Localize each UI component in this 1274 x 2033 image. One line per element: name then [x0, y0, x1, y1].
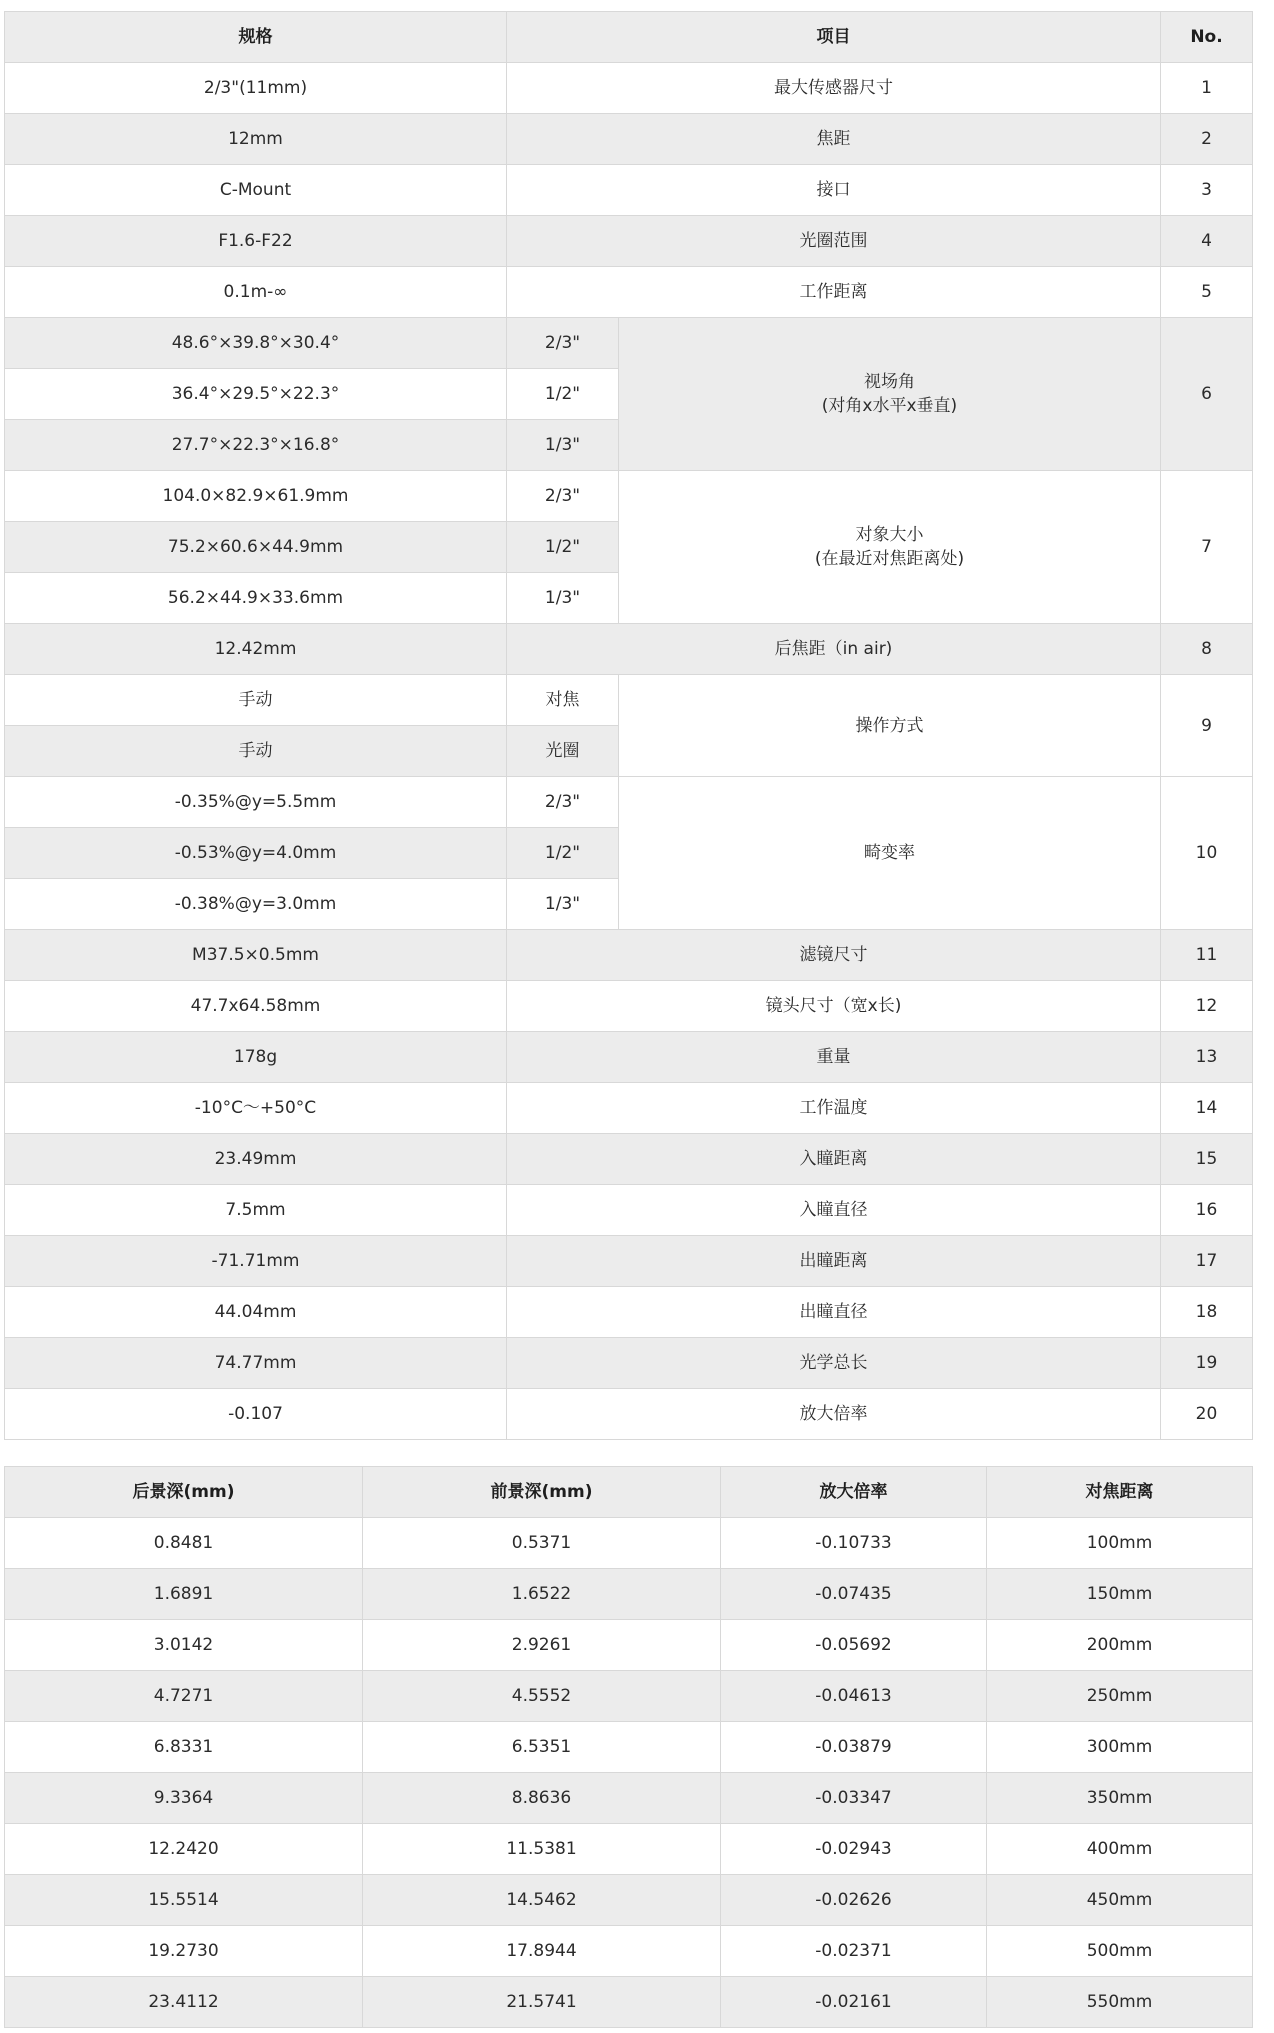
table-row	[5, 1569, 1253, 1620]
item-cell: 放大倍率	[507, 1389, 1161, 1440]
no-cell: 18	[1161, 1287, 1253, 1338]
table-row	[5, 267, 1253, 318]
front-dof-cell: 2.9261	[363, 1620, 721, 1671]
magnification-cell: -0.10733	[721, 1518, 987, 1569]
no-cell: 10	[1161, 777, 1253, 930]
no-cell: 4	[1161, 216, 1253, 267]
sub-label-cell: 1/3"	[507, 420, 619, 471]
front-dof-cell: 21.5741	[363, 1977, 721, 2028]
spec-cell: 47.7x64.58mm	[5, 981, 507, 1032]
item-cell: 重量	[507, 1032, 1161, 1083]
front-dof-cell: 0.5371	[363, 1518, 721, 1569]
focus-distance-cell: 400mm	[987, 1824, 1253, 1875]
no-cell: 5	[1161, 267, 1253, 318]
magnification-cell: -0.05692	[721, 1620, 987, 1671]
table-row	[5, 624, 1253, 675]
sub-label-cell: 1/3"	[507, 879, 619, 930]
magnification-cell: -0.03879	[721, 1722, 987, 1773]
front-dof-cell: 8.8636	[363, 1773, 721, 1824]
table-row	[5, 777, 1253, 828]
item-cell	[619, 777, 1161, 930]
item-cell: 出瞳直径	[507, 1287, 1161, 1338]
no-cell: 13	[1161, 1032, 1253, 1083]
table-row	[5, 165, 1253, 216]
table-row	[5, 675, 1253, 726]
item-line: (在最近对焦距离处)	[814, 549, 965, 569]
focus-distance-cell: 450mm	[987, 1875, 1253, 1926]
item-cell: 工作温度	[507, 1083, 1161, 1134]
no-cell: 6	[1161, 318, 1253, 471]
item-cell: 出瞳距离	[507, 1236, 1161, 1287]
item-cell: 后焦距（in air)	[507, 624, 1161, 675]
no-cell: 14	[1161, 1083, 1253, 1134]
front-dof-cell: 11.5381	[363, 1824, 721, 1875]
spec-cell: 56.2×44.9×33.6mm	[5, 573, 507, 624]
item-cell	[619, 471, 1161, 624]
item-line: (对角x水平x垂直)	[821, 396, 958, 416]
spec-cell: -71.71mm	[5, 1236, 507, 1287]
table-row	[5, 1824, 1253, 1875]
front-dof-cell: 14.5462	[363, 1875, 721, 1926]
item-cell: 接口	[507, 165, 1161, 216]
magnification-cell: -0.07435	[721, 1569, 987, 1620]
spec-cell: -0.38%@y=3.0mm	[5, 879, 507, 930]
table-row	[5, 216, 1253, 267]
back-dof-cell: 1.6891	[5, 1569, 363, 1620]
spec-cell: 48.6°×39.8°×30.4°	[5, 318, 507, 369]
no-cell: 15	[1161, 1134, 1253, 1185]
item-cell: 工作距离	[507, 267, 1161, 318]
no-cell: 7	[1161, 471, 1253, 624]
spec-table-body	[5, 63, 1253, 1440]
sub-label-cell: 光圈	[507, 726, 619, 777]
no-cell: 19	[1161, 1338, 1253, 1389]
back-dof-cell: 6.8331	[5, 1722, 363, 1773]
back-dof-cell: 0.8481	[5, 1518, 363, 1569]
item-cell	[619, 318, 1161, 471]
front-dof-cell: 4.5552	[363, 1671, 721, 1722]
front-dof-cell: 17.8944	[363, 1926, 721, 1977]
spec-table-header	[5, 12, 1253, 63]
no-cell: 11	[1161, 930, 1253, 981]
spec-cell: C-Mount	[5, 165, 507, 216]
no-cell: 9	[1161, 675, 1253, 777]
sub-label-cell: 2/3"	[507, 777, 619, 828]
spec-cell: 手动	[5, 726, 507, 777]
table-row	[5, 1287, 1253, 1338]
spec-cell: 27.7°×22.3°×16.8°	[5, 420, 507, 471]
sub-label-cell: 1/2"	[507, 828, 619, 879]
dof-table-header	[5, 1467, 1253, 1518]
spec-cell: 74.77mm	[5, 1338, 507, 1389]
no-cell: 20	[1161, 1389, 1253, 1440]
sub-label-cell: 2/3"	[507, 471, 619, 522]
header-spec: 规格	[5, 12, 507, 63]
magnification-cell: -0.02371	[721, 1926, 987, 1977]
spec-cell: 12mm	[5, 114, 507, 165]
table-row	[5, 1620, 1253, 1671]
focus-distance-cell: 300mm	[987, 1722, 1253, 1773]
magnification-cell: -0.02161	[721, 1977, 987, 2028]
table-row	[5, 1185, 1253, 1236]
spec-cell: -0.53%@y=4.0mm	[5, 828, 507, 879]
no-cell: 1	[1161, 63, 1253, 114]
table-row	[5, 1083, 1253, 1134]
table-row	[5, 471, 1253, 522]
table-row	[5, 1134, 1253, 1185]
back-dof-cell: 4.7271	[5, 1671, 363, 1722]
table-row	[5, 1773, 1253, 1824]
magnification-cell: -0.02943	[721, 1824, 987, 1875]
sub-label-cell: 1/2"	[507, 369, 619, 420]
back-dof-cell: 3.0142	[5, 1620, 363, 1671]
sub-label-cell: 1/3"	[507, 573, 619, 624]
spec-cell: 178g	[5, 1032, 507, 1083]
focus-distance-cell: 350mm	[987, 1773, 1253, 1824]
table-row	[5, 1875, 1253, 1926]
back-dof-cell: 12.2420	[5, 1824, 363, 1875]
spec-cell: 0.1m-∞	[5, 267, 507, 318]
header-front-dof: 前景深(mm)	[363, 1467, 721, 1518]
spec-cell: 75.2×60.6×44.9mm	[5, 522, 507, 573]
table-row	[5, 1518, 1253, 1569]
item-line: 操作方式	[855, 715, 924, 736]
header-item: 项目	[507, 12, 1161, 63]
table-row	[5, 981, 1253, 1032]
spec-cell: 44.04mm	[5, 1287, 507, 1338]
item-cell: 光学总长	[507, 1338, 1161, 1389]
sub-label-cell: 对焦	[507, 675, 619, 726]
item-cell: 滤镜尺寸	[507, 930, 1161, 981]
table-row	[5, 1722, 1253, 1773]
magnification-cell: -0.04613	[721, 1671, 987, 1722]
item-cell: 入瞳直径	[507, 1185, 1161, 1236]
item-cell	[619, 675, 1161, 777]
spec-cell: -0.107	[5, 1389, 507, 1440]
table-row	[5, 63, 1253, 114]
back-dof-cell: 19.2730	[5, 1926, 363, 1977]
focus-distance-cell: 250mm	[987, 1671, 1253, 1722]
focus-distance-cell: 150mm	[987, 1569, 1253, 1620]
no-cell: 3	[1161, 165, 1253, 216]
table-row	[5, 1338, 1253, 1389]
no-cell: 12	[1161, 981, 1253, 1032]
focus-distance-cell: 500mm	[987, 1926, 1253, 1977]
back-dof-cell: 9.3364	[5, 1773, 363, 1824]
no-cell: 8	[1161, 624, 1253, 675]
spec-cell: 104.0×82.9×61.9mm	[5, 471, 507, 522]
spec-cell: 手动	[5, 675, 507, 726]
front-dof-cell: 1.6522	[363, 1569, 721, 1620]
dof-table	[4, 1466, 1253, 2028]
no-cell: 16	[1161, 1185, 1253, 1236]
table-row	[5, 1389, 1253, 1440]
header-no: No.	[1161, 12, 1253, 63]
magnification-cell: -0.02626	[721, 1875, 987, 1926]
front-dof-cell: 6.5351	[363, 1722, 721, 1773]
item-line: 畸变率	[864, 843, 915, 863]
table-row	[5, 1671, 1253, 1722]
item-cell: 最大传感器尺寸	[507, 63, 1161, 114]
spec-cell: M37.5×0.5mm	[5, 930, 507, 981]
spec-cell: -10°C～+50°C	[5, 1083, 507, 1134]
spec-table	[4, 11, 1253, 1440]
table-row	[5, 1926, 1253, 1977]
focus-distance-cell: 200mm	[987, 1620, 1253, 1671]
table-row	[5, 114, 1253, 165]
table-row	[5, 930, 1253, 981]
item-cell: 焦距	[507, 114, 1161, 165]
header-magnification: 放大倍率	[721, 1467, 987, 1518]
back-dof-cell: 15.5514	[5, 1875, 363, 1926]
no-cell: 17	[1161, 1236, 1253, 1287]
item-cell: 光圈范围	[507, 216, 1161, 267]
magnification-cell: -0.03347	[721, 1773, 987, 1824]
focus-distance-cell: 100mm	[987, 1518, 1253, 1569]
table-row	[5, 1032, 1253, 1083]
sub-label-cell: 1/2"	[507, 522, 619, 573]
spec-cell: -0.35%@y=5.5mm	[5, 777, 507, 828]
dof-table-body	[5, 1518, 1253, 2028]
no-cell: 2	[1161, 114, 1253, 165]
header-focus-distance: 对焦距离	[987, 1467, 1253, 1518]
spec-cell: 12.42mm	[5, 624, 507, 675]
spec-cell: F1.6-F22	[5, 216, 507, 267]
table-row	[5, 1977, 1253, 2028]
back-dof-cell: 23.4112	[5, 1977, 363, 2028]
spec-cell: 7.5mm	[5, 1185, 507, 1236]
spec-cell: 23.49mm	[5, 1134, 507, 1185]
focus-distance-cell: 550mm	[987, 1977, 1253, 2028]
header-back-dof: 后景深(mm)	[5, 1467, 363, 1518]
table-row	[5, 1236, 1253, 1287]
item-cell: 镜头尺寸（宽x长)	[507, 981, 1161, 1032]
spec-cell: 36.4°×29.5°×22.3°	[5, 369, 507, 420]
item-cell: 入瞳距离	[507, 1134, 1161, 1185]
table-row	[5, 318, 1253, 369]
item-line: 对象大小	[855, 525, 924, 545]
item-line: 视场角	[864, 372, 915, 392]
sub-label-cell: 2/3"	[507, 318, 619, 369]
spec-cell: 2/3"(11mm)	[5, 63, 507, 114]
